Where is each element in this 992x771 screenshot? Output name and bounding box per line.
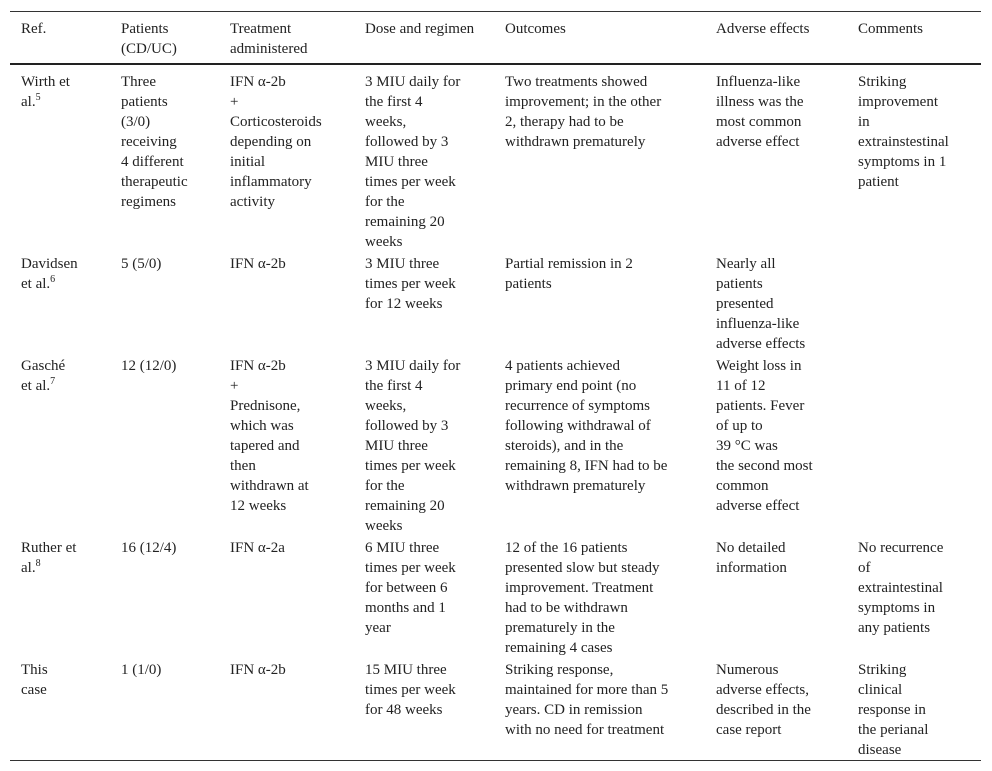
cell-line: Comments — [858, 21, 924, 37]
cell-patients — [121, 660, 221, 680]
cell-ref — [21, 254, 111, 294]
cell-line: followed by 3 — [365, 134, 449, 150]
cell-line: No recurrence — [858, 540, 944, 556]
cell-line: response in — [858, 702, 926, 718]
table-row — [10, 65, 981, 250]
cell-line: influenza-like — [716, 316, 800, 332]
cell-line: of up to — [716, 418, 763, 434]
cell-line: in — [858, 114, 870, 130]
cell-line: disease — [858, 742, 902, 758]
cell-line: most common — [716, 114, 802, 130]
cell-adverse — [716, 254, 849, 354]
cell-line: patients — [505, 276, 552, 292]
cell-line: of — [858, 560, 871, 576]
cell-line: 5 (5/0) — [121, 256, 162, 272]
cell-line: for 48 weeks — [365, 702, 443, 718]
cell-line: Prednisone, — [230, 398, 301, 414]
cell-line: remaining 4 cases — [505, 640, 613, 656]
cell-line: (3/0) — [121, 114, 151, 130]
cell-line: clinical — [858, 682, 903, 698]
cell-treatment — [230, 538, 355, 558]
cell-line: MIU three — [365, 154, 428, 170]
cell-line: tapered and — [230, 438, 300, 454]
cell-line: et al.$^6$ — [21, 274, 56, 292]
cell-line: activity — [230, 194, 275, 210]
cell-line: withdrawn at — [230, 478, 309, 494]
cell-line: for the — [365, 194, 405, 210]
cell-line: for between 6 — [365, 580, 448, 596]
cell-line: depending on — [230, 134, 312, 150]
cell-line: inflammatory — [230, 174, 312, 190]
cell-line: following withdrawal of — [505, 418, 651, 434]
cell-line: improvement. Treatment — [505, 580, 654, 596]
header-treatment — [230, 19, 355, 59]
cell-line: Striking response, — [505, 662, 614, 678]
cell-line: extraintestinal — [858, 580, 943, 596]
cell-line: 16 (12/4) — [121, 540, 177, 556]
cell-line: improvement; in the other — [505, 94, 662, 110]
table-header — [10, 12, 981, 65]
table-row — [10, 531, 981, 656]
cell-line: then — [230, 458, 256, 474]
cell-adverse — [716, 538, 849, 578]
cell-line: IFN α-2b — [230, 74, 286, 90]
cell-line: steroids), and in the — [505, 438, 624, 454]
cell-dose — [365, 72, 495, 252]
cell-line: Dose and regimen — [365, 21, 475, 37]
cell-line: times per week — [365, 560, 456, 576]
cell-line: the first 4 — [365, 94, 423, 110]
cell-line: times per week — [365, 682, 456, 698]
cell-line: times per week — [365, 174, 456, 190]
cell-line: (CD/UC) — [121, 41, 177, 57]
cell-line: weeks, — [365, 398, 407, 414]
cell-patients — [121, 254, 221, 274]
cell-patients — [121, 72, 221, 212]
cell-line: 15 MIU three — [365, 662, 447, 678]
cell-line: initial — [230, 154, 265, 170]
cell-patients — [121, 538, 221, 558]
cell-line: al.$^5$ — [21, 92, 41, 110]
cell-line: 4 patients achieved — [505, 358, 620, 374]
cell-comments — [858, 538, 978, 638]
cell-line: Wirth et — [21, 74, 70, 90]
cell-ref — [21, 72, 111, 112]
cell-line: information — [716, 560, 787, 576]
cell-line: receiving — [121, 134, 177, 150]
header-patients — [121, 19, 221, 59]
cell-line: adverse effects — [716, 336, 806, 352]
cell-line: the first 4 — [365, 378, 423, 394]
cell-line: withdrawn prematurely — [505, 134, 646, 150]
cell-patients — [121, 356, 221, 376]
cell-line: improvement — [858, 94, 938, 110]
header-adverse — [716, 19, 849, 39]
cell-line: Partial remission in 2 — [505, 256, 633, 272]
cell-line: years. CD in remission — [505, 702, 643, 718]
cell-line: IFN α-2b — [230, 256, 286, 272]
cell-line: 3 MIU daily for — [365, 358, 461, 374]
cell-line: + — [230, 378, 239, 394]
cell-line: any patients — [858, 620, 931, 636]
cell-line: patients — [716, 276, 763, 292]
cell-line: weeks — [365, 518, 403, 534]
cell-line: 12 (12/0) — [121, 358, 177, 374]
cell-line: patient — [858, 174, 899, 190]
header-comments — [858, 19, 978, 39]
cell-line: Ruther et — [21, 540, 77, 556]
cell-line: maintained for more than 5 — [505, 682, 669, 698]
cell-comments — [858, 660, 978, 760]
cell-line: 4 different — [121, 154, 184, 170]
cell-outcomes — [505, 72, 705, 152]
cell-line: with no need for treatment — [505, 722, 665, 738]
cell-line: Influenza-like — [716, 74, 801, 90]
cell-line: prematurely in the — [505, 620, 615, 636]
cell-line: for the — [365, 478, 405, 494]
cell-line: weeks — [365, 234, 403, 250]
cell-line: illness was the — [716, 94, 804, 110]
cell-line: Ref. — [21, 21, 47, 37]
cell-line: Striking — [858, 662, 907, 678]
cell-line: times per week — [365, 276, 456, 292]
cell-line: 1 (1/0) — [121, 662, 162, 678]
cell-dose — [365, 660, 495, 720]
cell-line: had to be withdrawn — [505, 600, 628, 616]
cell-line: followed by 3 — [365, 418, 449, 434]
cell-dose — [365, 356, 495, 536]
cell-line: No detailed — [716, 540, 786, 556]
cell-line: the perianal — [858, 722, 929, 738]
cell-line: IFN α-2b — [230, 358, 286, 374]
cell-line: presented — [716, 296, 774, 312]
cell-line: described in the — [716, 702, 811, 718]
cell-line: which was — [230, 418, 294, 434]
cell-line: IFN α-2b — [230, 662, 286, 678]
cell-line: the second most — [716, 458, 813, 474]
header-dose — [365, 19, 495, 39]
cell-line: 11 of 12 — [716, 378, 766, 394]
cell-line: therapeutic — [121, 174, 188, 190]
cell-line: weeks, — [365, 114, 407, 130]
cell-line: Striking — [858, 74, 907, 90]
cell-line: IFN α-2a — [230, 540, 285, 556]
cell-line: recurrence of symptoms — [505, 398, 650, 414]
cell-line: administered — [230, 41, 308, 57]
cell-line: This — [21, 662, 48, 678]
cell-line: Gasché — [21, 358, 66, 374]
cell-line: patients — [121, 94, 168, 110]
table-row — [10, 653, 981, 760]
header-ref — [21, 19, 111, 39]
cell-adverse — [716, 72, 849, 152]
header-outcomes — [505, 19, 705, 39]
cell-line: Treatment — [230, 21, 292, 37]
cell-line: Numerous — [716, 662, 779, 678]
cell-outcomes — [505, 254, 705, 294]
cell-dose — [365, 254, 495, 314]
cell-line: presented slow but steady — [505, 560, 660, 576]
cell-line: common — [716, 478, 769, 494]
cell-line: remaining 20 — [365, 498, 445, 514]
cell-line: Adverse effects — [716, 21, 810, 37]
cell-line: regimens — [121, 194, 176, 210]
cell-line: 3 MIU three — [365, 256, 440, 272]
cell-line: adverse effects, — [716, 682, 810, 698]
cell-line: 39 °C was — [716, 438, 778, 454]
cell-line: months and 1 — [365, 600, 446, 616]
table-row — [10, 349, 981, 534]
cell-line: case report — [716, 722, 782, 738]
cell-dose — [365, 538, 495, 638]
cell-ref — [21, 660, 111, 700]
table-row — [10, 247, 981, 352]
cell-line: MIU three — [365, 438, 428, 454]
cell-line: year — [365, 620, 391, 636]
cell-outcomes — [505, 356, 705, 496]
cell-line: 6 MIU three — [365, 540, 440, 556]
cell-adverse — [716, 356, 849, 516]
cell-line: symptoms in — [858, 600, 936, 616]
cell-line: for 12 weeks — [365, 296, 443, 312]
cell-line: Patients — [121, 21, 169, 37]
cell-line: adverse effect — [716, 498, 800, 514]
cell-ref — [21, 538, 111, 578]
reference-superscript: 6 — [50, 274, 56, 285]
cell-treatment — [230, 72, 355, 212]
cell-treatment — [230, 356, 355, 516]
reference-superscript: 7 — [50, 376, 56, 387]
cell-line: adverse effect — [716, 134, 800, 150]
cell-line: Davidsen — [21, 256, 78, 272]
cell-line: 12 of the 16 patients — [505, 540, 628, 556]
cell-ref — [21, 356, 111, 396]
cell-line: remaining 20 — [365, 214, 445, 230]
cell-line: remaining 8, IFN had to be — [505, 458, 668, 474]
cell-line: 3 MIU daily for — [365, 74, 461, 90]
cell-line: Two treatments showed — [505, 74, 648, 90]
cell-line: Nearly all — [716, 256, 776, 272]
cell-line: extrainstestinal — [858, 134, 949, 150]
cell-line: patients. Fever — [716, 398, 805, 414]
cell-treatment — [230, 660, 355, 680]
cell-comments — [858, 72, 978, 192]
cell-line: primary end point (no — [505, 378, 637, 394]
reference-superscript: 8 — [35, 558, 41, 569]
cell-line: + — [230, 94, 239, 110]
reference-superscript: 5 — [35, 92, 41, 103]
cell-line: Weight loss in — [716, 358, 802, 374]
cell-line: 2, therapy had to be — [505, 114, 624, 130]
cell-adverse — [716, 660, 849, 740]
cell-outcomes — [505, 538, 705, 658]
cell-treatment — [230, 254, 355, 274]
cell-line: times per week — [365, 458, 456, 474]
cell-line: Corticosteroids — [230, 114, 322, 130]
cell-line: symptoms in 1 — [858, 154, 947, 170]
cell-outcomes — [505, 660, 705, 740]
cell-line: 12 weeks — [230, 498, 287, 514]
cell-line: withdrawn prematurely — [505, 478, 646, 494]
cell-line: et al.$^7$ — [21, 376, 56, 394]
cell-line: al.$^8$ — [21, 558, 41, 576]
cell-line: case — [21, 682, 47, 698]
cell-line: Outcomes — [505, 21, 566, 37]
cell-line: Three — [121, 74, 156, 90]
studies-table — [10, 11, 981, 761]
